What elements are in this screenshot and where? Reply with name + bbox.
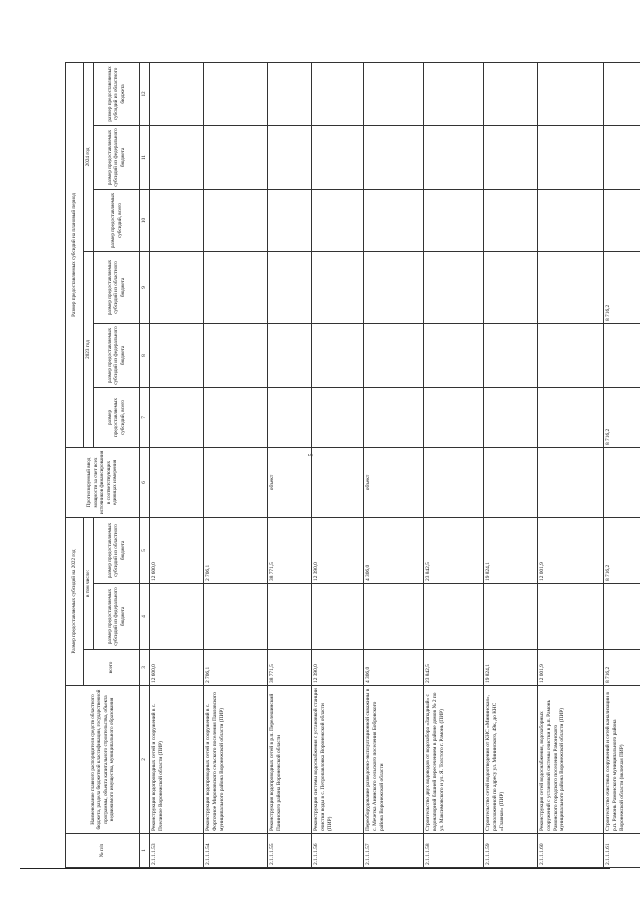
col-index-cell: 1: [140, 834, 150, 868]
row-cell-f24: [204, 125, 268, 189]
row-cell-cap: объект: [268, 447, 312, 517]
header-fed-2022: размер предоставляемых субсидий из федерального бюджета: [94, 584, 140, 650]
header-reg-2024: размер предоставляемых субсидий из областного бюджета: [94, 62, 140, 125]
row-cell-r23: [424, 251, 484, 323]
header-total-2023: размер предоставляемых субсидий, всего: [94, 387, 140, 447]
row-cell-reg: 19 824,1: [484, 517, 538, 583]
row-cell-f23: [150, 323, 204, 387]
row-cell-f24: [150, 125, 204, 189]
col-index-cell: 3: [140, 650, 150, 686]
col-index-cell: 4: [140, 584, 150, 650]
row-cell-reg: 38 771,5: [268, 517, 312, 583]
row-cell-cap: объект: [364, 447, 424, 517]
row-cell-id: 2.1.1.1.59: [484, 834, 538, 868]
row-cell-t24: [268, 189, 312, 251]
row-cell-r24: [364, 62, 424, 125]
row-cell-r24: [538, 62, 604, 125]
header-no: № п/п: [66, 834, 140, 868]
row-cell-f24: [424, 125, 484, 189]
col-index-cell: 11: [140, 125, 150, 189]
row-cell-r23: [150, 251, 204, 323]
row-cell-t24: [424, 189, 484, 251]
row-cell-id: 2.1.1.1.53: [150, 834, 204, 868]
row-cell-t24: [204, 189, 268, 251]
row-cell-cap: [604, 447, 640, 517]
col-index-cell: 12: [140, 62, 150, 125]
row-cell-name: Строительство сетей водоотведения от КНС «Мининская», расположенной по адресу ул. Мининского, 49к, до КНС «Главная» (ПИР): [484, 686, 538, 834]
row-cell-name: Реконструкция водопроводных сетей и сооружений в с. Пчелиное Воронежской области (ПИР): [150, 686, 204, 834]
table-row: [268, 62, 312, 867]
row-cell-r23: 8 716,2: [604, 251, 640, 323]
row-cell-total: 12 001,9: [538, 650, 604, 686]
row-cell-f23: [484, 323, 538, 387]
row-cell-r24: [268, 62, 312, 125]
row-cell-name: Строительство очистных сооружений и сетей канализации в р.п. Рамонь Рамонского муниципального района Воронежской области (включая ПИР): [604, 686, 640, 834]
col-index-cell: 10: [140, 189, 150, 251]
table-row: [312, 62, 364, 867]
header-total-2024: размер предоставляемых субсидий, всего: [94, 189, 140, 251]
col-index-cell: 9: [140, 251, 150, 323]
row-cell-t23: [204, 387, 268, 447]
row-cell-f24: [538, 125, 604, 189]
row-cell-t23: [424, 387, 484, 447]
row-cell-t23: 8 716,2: [604, 387, 640, 447]
header-2023: 2023 год: [84, 251, 94, 447]
header-reg-2023: размер предоставляемых субсидий из областного бюджета: [94, 251, 140, 323]
row-cell-r24: [204, 62, 268, 125]
row-cell-total: 8 716,2: [604, 650, 640, 686]
row-cell-r24: [150, 62, 204, 125]
row-cell-name: Реконструкция водопроводных сетей и сооружений в с. Форточное Мироновского сельского поселения Павловского муниципального района Воронежской области (ПИР): [204, 686, 268, 834]
row-cell-cap: [424, 447, 484, 517]
col-index-cell: 6: [140, 447, 150, 517]
row-cell-t23: [484, 387, 538, 447]
col-index-cell: 8: [140, 323, 150, 387]
table-row: [424, 62, 484, 867]
row-cell-id: 2.1.1.1.55: [268, 834, 312, 868]
row-cell-fed: [538, 584, 604, 650]
row-cell-f23: [538, 323, 604, 387]
row-cell-cap: [538, 447, 604, 517]
row-cell-r23: [204, 251, 268, 323]
row-cell-f24: [484, 125, 538, 189]
row-cell-fed: [424, 584, 484, 650]
row-cell-cap: [204, 447, 268, 517]
row-cell-id: 2.1.1.1.60: [538, 834, 604, 868]
row-cell-total: 4 306,0: [364, 650, 424, 686]
rotated-table-wrapper: [65, 63, 625, 868]
footer-divider: [20, 868, 610, 869]
row-cell-t24: [312, 189, 364, 251]
col-index-cell: 7: [140, 387, 150, 447]
row-cell-t23: [312, 387, 364, 447]
table-row: [150, 62, 204, 867]
row-cell-id: 2.1.1.1.54: [204, 834, 268, 868]
row-cell-fed: [604, 584, 640, 650]
header-total: всего: [84, 650, 140, 686]
row-cell-r23: [538, 251, 604, 323]
header-name: Наименование главного распорядителя средств областного бюджета, раздела бюджетной классификации, государственной программы, объекта капитального строительства, объекта недвижимого имущества, муниципального образования: [66, 686, 140, 834]
row-cell-f23: [312, 323, 364, 387]
row-cell-r23: [364, 251, 424, 323]
row-cell-fed: [204, 584, 268, 650]
row-cell-id: 2.1.1.1.57: [364, 834, 424, 868]
table-row: [604, 62, 640, 867]
subsidy-table: [65, 62, 640, 868]
table-row: [204, 62, 268, 867]
row-cell-id: 2.1.1.1.56: [312, 834, 364, 868]
row-cell-reg: 8 716,2: [604, 517, 640, 583]
col-index-cell: 5: [140, 517, 150, 583]
row-cell-r23: [268, 251, 312, 323]
row-cell-total: 38 771,5: [268, 650, 312, 686]
row-cell-t24: [150, 189, 204, 251]
row-cell-f23: [268, 323, 312, 387]
row-cell-name: Строительство двух водоводов от водозабора «Западный» с водонапорной башней пересечением в районе домов № 2 по ул. Максимовского и ул. Я. Толстого г. Рамонь (ПИР): [424, 686, 484, 834]
row-cell-t23: [538, 387, 604, 447]
row-cell-fed: [268, 584, 312, 650]
page-number: 5: [308, 453, 315, 457]
row-cell-f24: [268, 125, 312, 189]
row-cell-reg: 12 001,9: [538, 517, 604, 583]
row-cell-id: 2.1.1.1.61: [604, 834, 640, 868]
header-2024: 2024 год: [84, 62, 94, 251]
row-cell-t23: [268, 387, 312, 447]
row-cell-f24: [312, 125, 364, 189]
header-planning: Размер предоставляемых субсидий на плановый период: [66, 62, 84, 447]
row-cell-r24: [312, 62, 364, 125]
row-cell-r24: [484, 62, 538, 125]
header-in-that-number: в том числе:: [84, 517, 94, 649]
row-cell-total: 23 842,5: [424, 650, 484, 686]
row-cell-t23: [150, 387, 204, 447]
row-cell-reg: 12 390,0: [312, 517, 364, 583]
row-cell-name: Переоборудование разведочно-эксплуатационной скважины в с. Мечетка Анинского сельского поселения Бобровского района Воронежской области: [364, 686, 424, 834]
header-subsidy-2022: Размер предоставляемых субсидий на 2022 год: [66, 517, 84, 685]
row-cell-t24: [604, 189, 640, 251]
row-cell-total: 2 706,1: [204, 650, 268, 686]
row-cell-id: 2.1.1.1.58: [424, 834, 484, 868]
row-cell-t23: [364, 387, 424, 447]
row-cell-cap: [312, 447, 364, 517]
row-cell-r23: [312, 251, 364, 323]
row-cell-total: 19 824,1: [484, 650, 538, 686]
row-cell-name: Реконструкция системы водоснабжения с установкой станции очистки воды в с. Петропавловка Воронежской области (ПИР): [312, 686, 364, 834]
row-cell-fed: [364, 584, 424, 650]
table-row: [538, 62, 604, 867]
row-cell-f24: [604, 125, 640, 189]
row-cell-f23: [424, 323, 484, 387]
header-capacity: Прогнозируемый ввод мощности за счет всех источников финансирования в соответствующих единицах измерения: [66, 447, 140, 517]
row-cell-f24: [364, 125, 424, 189]
row-cell-f23: [604, 323, 640, 387]
row-cell-reg: 12 600,0: [150, 517, 204, 583]
header-fed-2023: размер предоставляемых субсидий из федерального бюджета: [94, 323, 140, 387]
row-cell-name: Реконструкция сетей водоснабжения, водозаборных сооружений с установкой системы очистки в р.п. Рамонь Рамонского городского поселения Рамонского муниципального района Воронежской области (ПИР): [538, 686, 604, 834]
row-cell-t24: [364, 189, 424, 251]
row-cell-f23: [204, 323, 268, 387]
row-cell-name: Реконструкция водопроводных сетей в р.п. Перелешинский Панинского района Воронежской области: [268, 686, 312, 834]
row-cell-cap: [484, 447, 538, 517]
table-row: [484, 62, 538, 867]
row-cell-f23: [364, 323, 424, 387]
row-cell-total: 12 600,0: [150, 650, 204, 686]
col-index-cell: 2: [140, 686, 150, 834]
row-cell-t24: [538, 189, 604, 251]
table-body: [150, 62, 640, 867]
row-cell-t24: [484, 189, 538, 251]
row-cell-reg: 2 706,1: [204, 517, 268, 583]
row-cell-r24: [604, 62, 640, 125]
row-cell-fed: [484, 584, 538, 650]
row-cell-total: 12 390,0: [312, 650, 364, 686]
row-cell-cap: [150, 447, 204, 517]
row-cell-r24: [424, 62, 484, 125]
row-cell-fed: [312, 584, 364, 650]
row-cell-reg: 4 306,0: [364, 517, 424, 583]
row-cell-reg: 23 842,5: [424, 517, 484, 583]
row-cell-fed: [150, 584, 204, 650]
table-row: [364, 62, 424, 867]
header-reg-2022: размер предоставляемых субсидий из областного бюджета: [94, 517, 140, 583]
row-cell-r23: [484, 251, 538, 323]
header-fed-2024: размер предоставляемых субсидий из федерального бюджета: [94, 125, 140, 189]
